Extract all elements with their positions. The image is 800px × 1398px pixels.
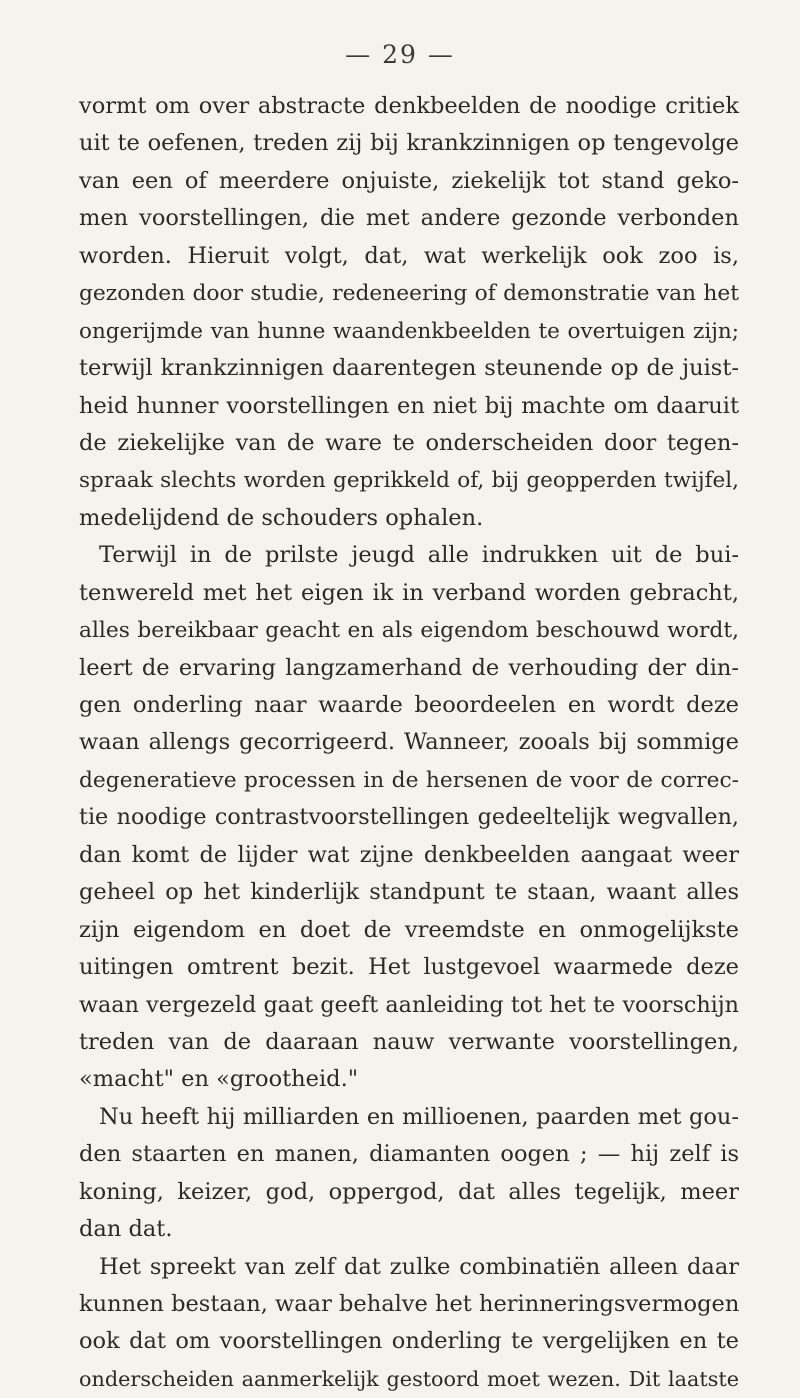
text-line: vormt om over abstracte denkbeelden de noodige critiek [79, 93, 739, 119]
text-line: dan dat. [79, 1216, 173, 1243]
text-line: waan allengs gecorrigeerd. Wanneer, zooals bij sommige [79, 729, 739, 756]
text-line: ongerijmde van hunne waandenkbeelden te overtuigen zijn; [79, 318, 739, 344]
text-line: waan vergezeld gaat geeft aanleiding tot het te voorschijn [79, 991, 739, 1018]
text-line: gezonden door studie, redeneering of demonstratie van het [79, 281, 739, 307]
text-line: gen onderling naar waarde beoordeelen en wordt deze [79, 692, 739, 718]
text-line: tie noodige contrastvoorstellingen gedeeltelijk wegvallen, [79, 804, 739, 831]
text-line: de ziekelijke van de ware te onderscheiden door tegen- [79, 429, 739, 456]
text-line: terwijl krankzinnigen daarentegen steunende op de juist- [79, 355, 739, 382]
text-line: koning, keizer, god, oppergod, dat alles tegelijk, meer [79, 1178, 739, 1205]
text-line: kunnen bestaan, waar behalve het herinneringsvermogen [79, 1291, 740, 1317]
text-line: «macht" en «grootheid." [79, 1066, 359, 1093]
text-line: den staarten en manen, diamanten oogen ; — hij zelf is [79, 1141, 739, 1168]
text-line: tenwereld met het eigen ik in verband worden gebracht, [79, 579, 739, 606]
text-line: treden van de daaraan nauw verwante voorstellingen, [79, 1028, 739, 1055]
text-line: van een of meerdere onjuiste, ziekelijk tot stand geko- [79, 167, 739, 194]
page-number: — 29 — [345, 40, 455, 69]
text-line: Terwijl in de prilste jeugd alle indrukken uit de bui- [99, 542, 739, 569]
text-line: geheel op het kinderlijk standpunt te staan, waant alles [79, 879, 739, 906]
text-line: leert de ervaring langzamerhand de verhouding der din- [79, 654, 739, 681]
text-line: heid hunner voorstellingen en niet bij machte om daaruit [79, 392, 739, 419]
text-line: degeneratieve processen in de hersenen de voor de correc- [79, 767, 739, 793]
text-line: worden. Hieruit volgt, dat, wat werkelijk ook zoo is, [79, 242, 739, 269]
text-line: spraak slechts worden geprikkeld of, bij geopperden twijfel, [79, 468, 739, 494]
text-line: alles bereikbaar geacht en als eigendom beschouwd wordt, [79, 618, 739, 644]
text-line: men voorstellingen, die met andere gezonde verbonden [79, 205, 739, 232]
text-line: zijn eigendom en doet de vreemdste en onmogelijkste [79, 916, 739, 943]
text-line: uitingen omtrent bezit. Het lustgevoel waarmede deze [79, 954, 739, 981]
text-line: medelijdend de schouders ophalen. [79, 504, 484, 531]
text-line: Nu heeft hij milliarden en millioenen, paarden met gou- [99, 1103, 739, 1130]
text-line: onderscheiden aanmerkelijk gestoord moet wezen. Dit laatste [79, 1366, 739, 1391]
text-line: uit te oefenen, treden zij bij krankzinnigen op tengevolge [79, 130, 739, 157]
body-text [79, 88, 739, 1398]
text-line: ook dat om voorstellingen onderling te vergelijken en te [79, 1328, 739, 1355]
text-line: Het spreekt van zelf dat zulke combinatiën alleen daar [99, 1253, 739, 1280]
text-line: dan komt de lijder wat zijne denkbeelden aangaat weer [79, 841, 739, 868]
